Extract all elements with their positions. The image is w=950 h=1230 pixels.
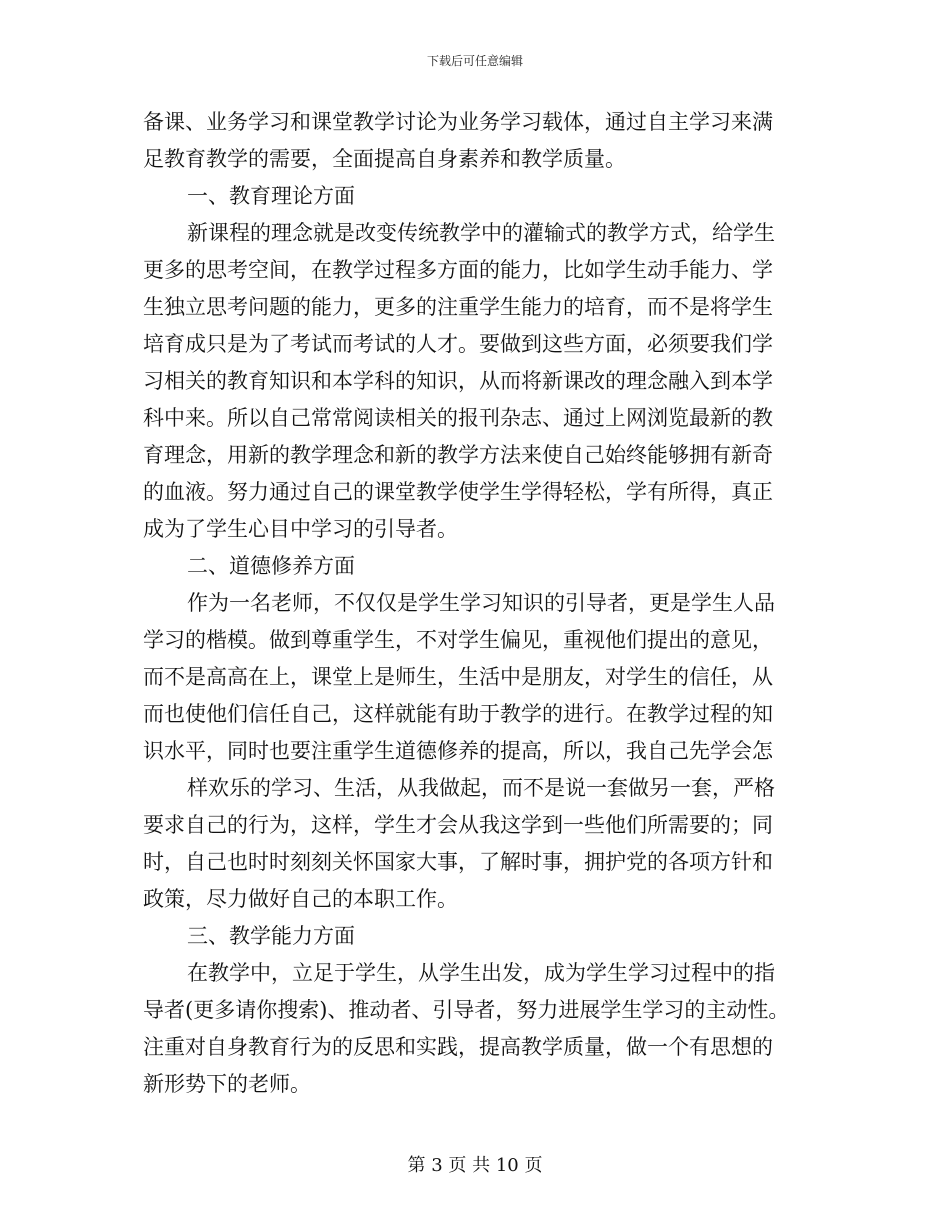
- text-line: 注重对自身教育行为的反思和实践，提高教学质量，做一个有思想的: [143, 1035, 773, 1059]
- page-footer: 第 3 页 共 10 页: [407, 1155, 543, 1176]
- text-line: 而不是高高在上，课堂上是师生，生活中是朋友，对学生的信任，从: [143, 665, 773, 689]
- text-line: 要求自己的行为，这样，学生才会从我这学到一些他们所需要的；同: [143, 813, 773, 837]
- text-line: 学习的楷模。做到尊重学生，不对学生偏见，重视他们提出的意见，: [143, 628, 773, 652]
- text-line: 育理念，用新的教学理念和新的教学方法来使自己始终能够拥有新奇: [143, 443, 773, 467]
- text-line: 三、教学能力方面: [187, 924, 355, 948]
- text-line: 更多的思考空间，在教学过程多方面的能力，比如学生动手能力、学: [143, 258, 773, 282]
- text-line: 习相关的教育知识和本学科的知识，从而将新课改的理念融入到本学: [143, 369, 773, 393]
- page-header: 下载后可任意编辑: [426, 54, 523, 68]
- text-line: 生独立思考问题的能力，更多的注重学生能力的培育，而不是将学生: [143, 295, 773, 319]
- text-line: 成为了学生心目中学习的引导者。: [143, 517, 458, 541]
- text-line: 一、教育理论方面: [187, 184, 355, 208]
- text-line: 样欢乐的学习、生活，从我做起，而不是说一套做另一套，严格: [187, 776, 775, 800]
- text-line: 导者(更多请你搜索)、推动者、引导者，努力进展学生学习的主动性。: [143, 998, 790, 1022]
- text-line: 新课程的理念就是改变传统教学中的灌输式的教学方式，给学生: [187, 221, 775, 245]
- text-line: 培育成只是为了考试而考试的人才。要做到这些方面，必须要我们学: [143, 332, 773, 356]
- text-line: 识水平，同时也要注重学生道德修养的提高，所以，我自己先学会怎: [143, 739, 773, 763]
- text-line: 足教育教学的需要，全面提高自身素养和教学质量。: [143, 147, 626, 171]
- text-line: 在教学中，立足于学生，从学生出发，成为学生学习过程中的指: [187, 961, 775, 985]
- body-text: [143, 104, 803, 1103]
- text-line: 政策，尽力做好自己的本职工作。: [143, 887, 458, 911]
- text-line: 的血液。努力通过自己的课堂教学使学生学得轻松，学有所得，真正: [143, 480, 773, 504]
- text-line: 时，自己也时时刻刻关怀国家大事，了解时事，拥护党的各项方针和: [143, 850, 773, 874]
- text-line: 科中来。所以自己常常阅读相关的报刊杂志、通过上网浏览最新的教: [143, 406, 773, 430]
- text-line: 新形势下的老师。: [143, 1072, 311, 1096]
- text-line: 而也使他们信任自己，这样就能有助于教学的进行。在教学过程的知: [143, 702, 773, 726]
- text-line: 作为一名老师，不仅仅是学生学习知识的引导者，更是学生人品: [187, 591, 775, 615]
- text-line: 二、道德修养方面: [187, 554, 355, 578]
- text-line: 备课、业务学习和课堂教学讨论为业务学习载体，通过自主学习来满: [143, 110, 773, 134]
